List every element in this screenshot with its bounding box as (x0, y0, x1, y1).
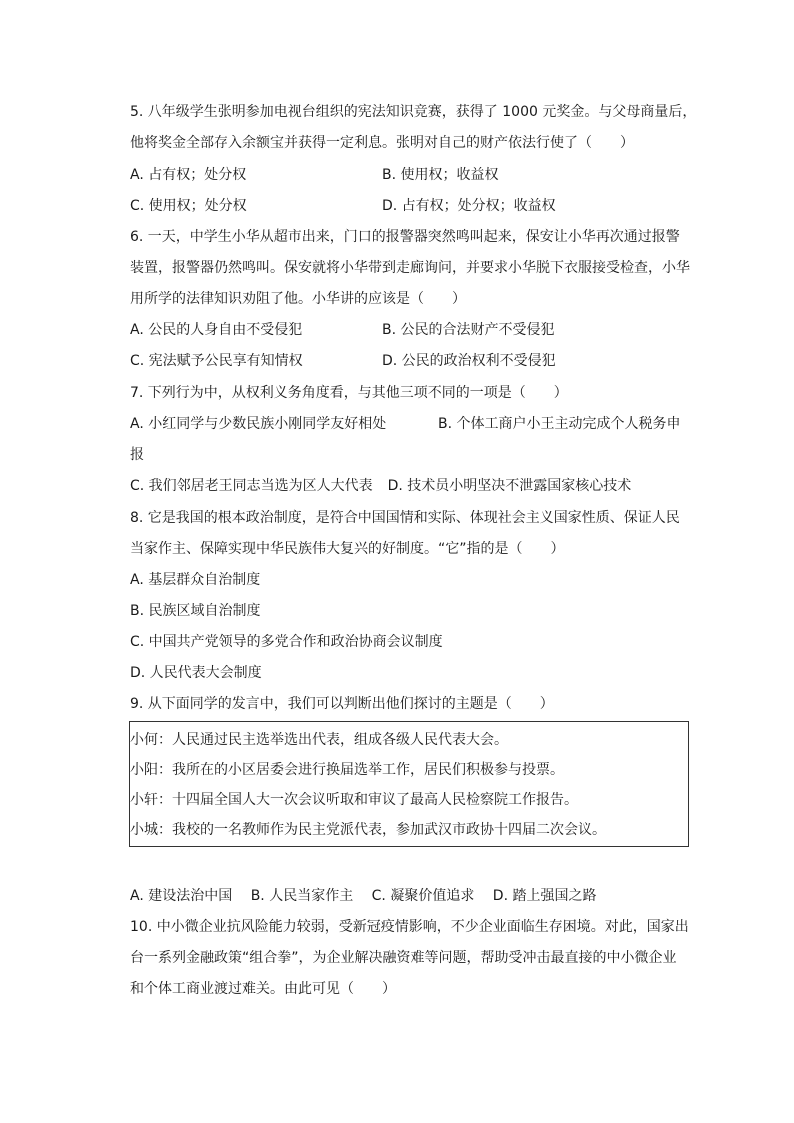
q8-stem-line1: 8. 它是我国的根本政治制度，是符合中国国情和实际、体现社会主义国家性质、保证人民 (130, 510, 680, 526)
q5-option-d: D. 占有权；处分权；收益权 (382, 198, 556, 214)
q8-option-b: B. 民族区域自治制度 (130, 603, 261, 619)
q7-option-d: D. 技术员小明坚决不泄露国家核心技术 (387, 478, 632, 494)
q10-stem-line1: 10. 中小微企业抗风险能力较弱，受新冠疫情影响，不少企业面临生存困境。对此，国家出 (130, 919, 689, 935)
q7-options-row2 (130, 476, 631, 496)
q8-option-c: C. 中国共产党领导的多党合作和政治协商会议制度 (130, 634, 443, 650)
q9-quote-xiaocheng: 小城：我校的一名教师作为民主党派代表，参加武汉市政协十四届二次会议。 (130, 822, 606, 838)
q7-option-a: A. 小红同学与少数民族小刚同学友好相处 (130, 416, 387, 432)
q9-option-b: B. 人民当家作主 (250, 888, 354, 904)
q5-option-b: B. 使用权；收益权 (382, 167, 499, 183)
q8-option-d: D. 人民代表大会制度 (130, 665, 262, 681)
q9-stem: 9. 从下面同学的发言中，我们可以判断出他们探讨的主题是（ ） (130, 696, 554, 712)
q5-option-c: C. 使用权；处分权 (130, 198, 247, 214)
q9-option-c: C. 凝聚价值追求 (371, 888, 475, 904)
q6-option-a: A. 公民的人身自由不受侵犯 (130, 322, 303, 338)
q7-option-b: B. 个体工商户小王主动完成个人税务申 (438, 416, 681, 432)
q10-stem-line3: 和个体工商业渡过难关。由此可见（ ） (130, 981, 396, 997)
q6-stem-line2: 装置，报警器仍然鸣叫。保安就将小华带到走廊询问，并要求小华脱下衣服接受检查，小华 (130, 260, 690, 276)
q7-option-c: C. 我们邻居老王同志当选为区人大代表 (130, 478, 373, 494)
q7-option-b-wrap: 报 (130, 447, 144, 463)
q9-quote-xiaoyang: 小阳：我所在的小区居委会进行换届选举工作，居民们积极参与投票。 (130, 762, 564, 778)
q9-option-d: D. 踏上强国之路 (492, 888, 597, 904)
q7-stem: 7. 下列行为中，从权利义务角度看，与其他三项不同的一项是（ ） (130, 385, 568, 401)
q8-option-a: A. 基层群众自治制度 (130, 572, 261, 588)
q8-stem-line2: 当家作主、保障实现中华民族伟大复兴的好制度。“它”指的是（ ） (130, 541, 565, 557)
q5-option-a: A. 占有权；处分权 (130, 167, 247, 183)
q6-stem-line1: 6. 一天，中学生小华从超市出来，门口的报警器突然鸣叫起来，保安让小华再次通过报警 (130, 229, 680, 245)
q10-stem-line2: 台一系列金融政策“组合拳”，为企业解决融资难等问题，帮助受冲击最直接的中小微企业 (130, 950, 677, 966)
q5-options-row1 (130, 165, 690, 185)
q9-quote-xiaohe: 小何：人民通过民主选举选出代表，组成各级人民代表大会。 (130, 732, 508, 748)
q9-quote-xiaoxuan: 小轩：十四届全国人大一次会议听取和审议了最高人民检察院工作报告。 (130, 792, 578, 808)
q9-options (130, 886, 596, 906)
q7-options-row1 (130, 414, 690, 434)
q6-options-row1 (130, 320, 690, 340)
q6-options-row2 (130, 351, 690, 371)
q6-option-b: B. 公民的合法财产不受侵犯 (382, 322, 555, 338)
q9-quote-box (129, 721, 689, 847)
q6-stem-line3: 用所学的法律知识劝阻了他。小华讲的应该是（ ） (130, 291, 466, 307)
q5-stem-line1: 5. 八年级学生张明参加电视台组织的宪法知识竞赛，获得了 1000 元奖金。与父母商量后， (130, 104, 697, 120)
q5-stem-line2: 他将奖金全部存入余额宝并获得一定利息。张明对自己的财产依法行使了（ ） (130, 135, 634, 151)
q9-option-a: A. 建设法治中国 (130, 888, 233, 904)
q6-option-d: D. 公民的政治权利不受侵犯 (382, 353, 556, 369)
q5-options-row2 (130, 196, 690, 216)
q6-option-c: C. 宪法赋予公民享有知情权 (130, 353, 303, 369)
